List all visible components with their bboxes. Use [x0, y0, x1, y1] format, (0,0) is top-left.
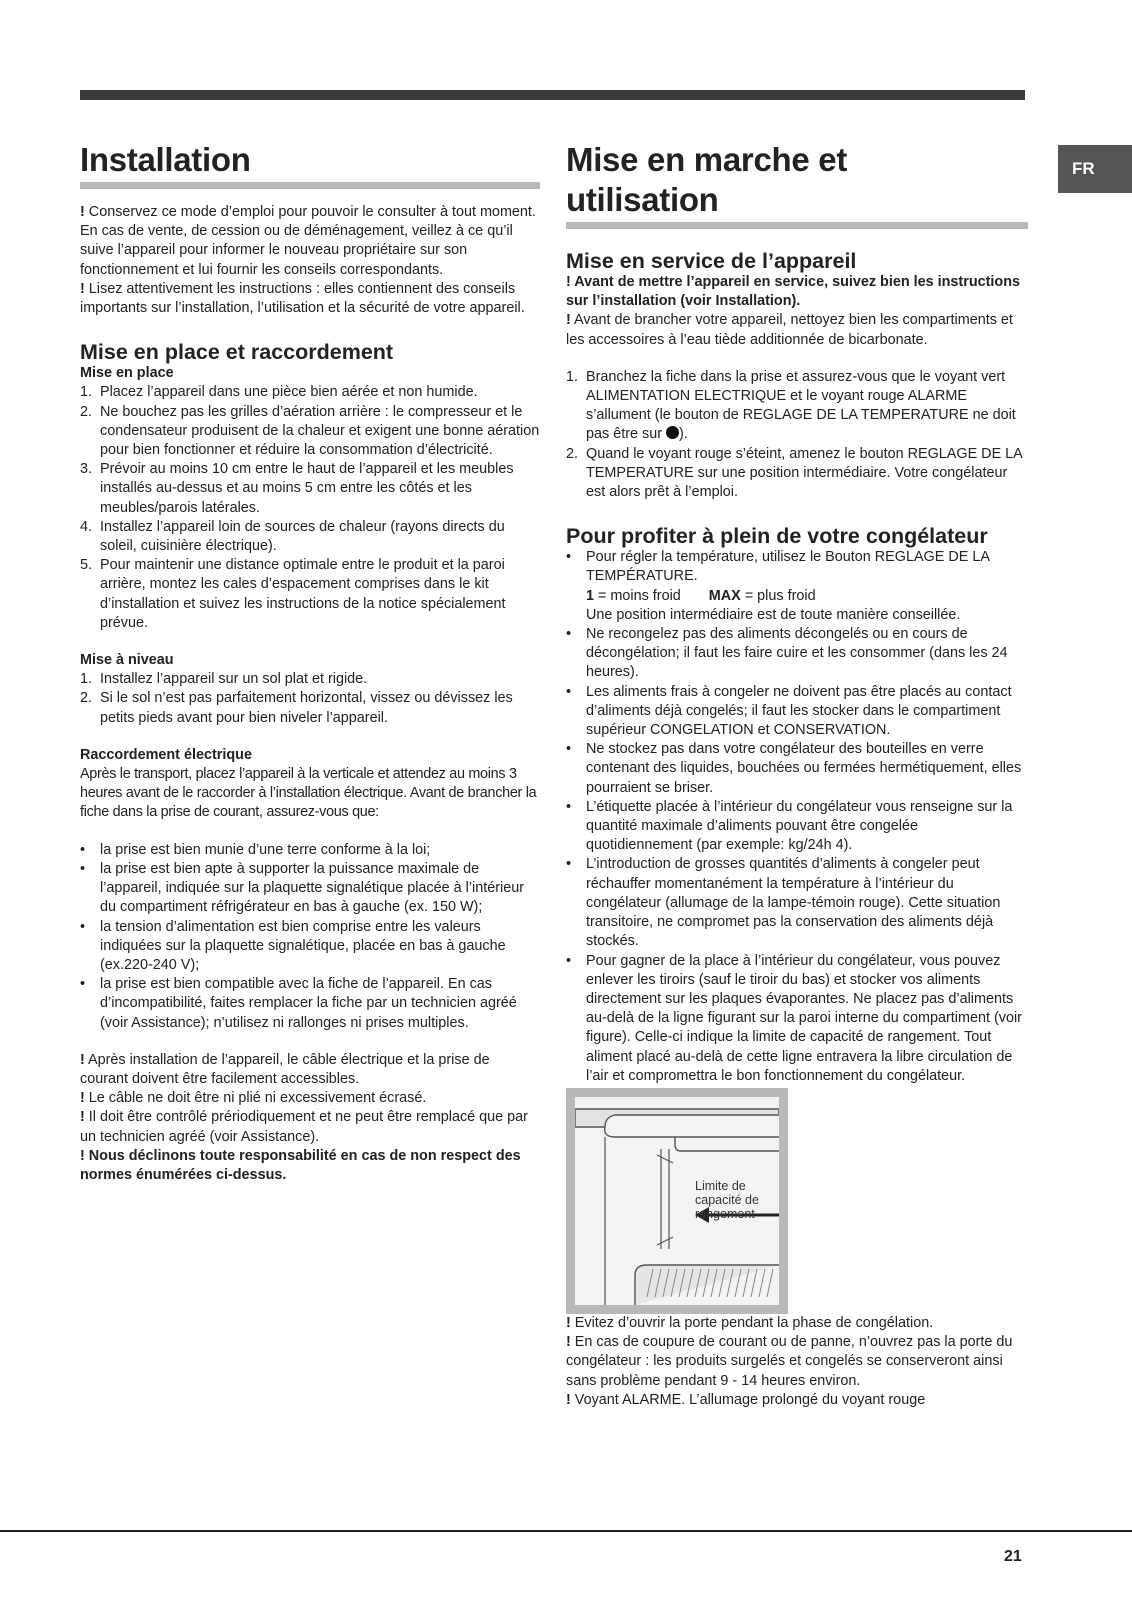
electrical-subtitle: Raccordement électrique [80, 746, 252, 763]
placement-list [80, 383, 540, 633]
list-item: 2. Quand le voyant rouge s’éteint, amenez le bouton REGLAGE DE LA TEMPERATURE sur une position intermédiaire. Votre congélateur est alors prêt à l’emploi. [566, 445, 1022, 501]
language-label: FR [1072, 159, 1095, 178]
service-title: Mise en service de l’appareil [566, 249, 857, 273]
list-item: • L’étiquette placée à l’intérieur du congélateur vous renseigne sur la quantité maximale d’aliments pouvant être congelée quotidiennement (par exemple: kg/24h 4). [566, 798, 1013, 854]
leveling-subtitle: Mise à niveau [80, 652, 174, 669]
storage-limit-figure [566, 1088, 788, 1314]
filled-circle-icon [666, 426, 679, 439]
usage-tips-title: Pour profiter à plein de votre congélateur [566, 524, 988, 549]
usage-tips-list [566, 548, 1028, 1086]
list-item: 1. Branchez la fiche dans la prise et assurez-vous que le voyant vert ALIMENTATION ELECTRIQUE et le voyant rouge ALARME s’allument (le bouton de REGLAGE DE LA TEMPERATURE ne doit pas être sur ). [566, 368, 1016, 443]
electrical-intro: Après le transport, placez l’appareil à la verticale et attendez au moins 3 heures avant de le raccorder à l’installation électrique. Avant de brancher la fiche dans la prise de courant, assurez-vous que: [80, 766, 537, 821]
list-item: 5. Pour maintenir une distance optimale entre le produit et la paroi arrière, montez les cales d’espacement comprises dans le kit d’installation et suivez les instructions de la notice spécialement prévue. [80, 557, 506, 631]
list-item: • la prise est bien apte à supporter la puissance maximale de l’appareil, indiquée sur la plaquette signalétique placée à l’intérieur du compartiment réfrigérateur en bas à gauche (ex. 150 W); [80, 860, 525, 916]
service-warning: ! Avant de brancher votre appareil, nettoyez bien les compartiments et les accessoires à l’eau tiède additionnée de bicarbonate. [566, 312, 1013, 348]
electrical-checklist [80, 841, 540, 1033]
service-steps [566, 368, 1028, 502]
warning-note: ! Il doit être contrôlé prériodiquement et ne peut être remplacé que par un technicien agréé (voir Assistance). [80, 1109, 528, 1145]
list-item: • Pour régler la température, utilisez le Bouton REGLAGE DE LA TEMPÉRATURE. 1 = moins froid MAX = plus froid Une position intermédiaire est de toute manière conseillée. [566, 549, 990, 623]
warning-note: ! Le câble ne doit être ni plié ni excessivement écrasé. [80, 1090, 427, 1107]
intro-paragraph-1: ! Conservez ce mode d’emploi pour pouvoir le consulter à tout moment. En cas de vente, de cession ou de déménagement, veillez à ce qu’il suive l’appareil pour informer le nouveau propriétaire sur son fonctionnement et lui fournir les conseils correspondants. [80, 204, 536, 278]
list-item: 2. Si le sol n’est pas parfaitement horizontal, vissez ou dévissez les petits pieds avant pour bien niveler l’appareil. [80, 690, 513, 726]
placement-subtitle: Mise en place [80, 365, 174, 382]
list-item: 3. Prévoir au moins 10 cm entre le haut de l’appareil et les meubles installés au-dessus et au moins 5 cm entre les côtés et les meubles/parois latérales. [80, 461, 514, 516]
list-item: • Ne recongelez pas des aliments décongelés ou en cours de décongélation; il faut les faire cuire et les consommer (dans les 24 heures). [566, 626, 1008, 681]
list-item: • la prise est bien munie d’une terre conforme à la loi; [80, 841, 431, 858]
list-item: 1. Installez l’appareil sur un sol plat et rigide. [80, 671, 368, 688]
list-item: • Ne stockez pas dans votre congélateur des bouteilles en verre contenant des liquides, bouchées ou fermées hermétiquement, elles pourraient se briser. [566, 741, 1022, 796]
list-item: • L’introduction de grosses quantités d’aliments à congeler peut réchauffer momentanément la température à l’intérieur du congélateur (allumage de la lampe-témoin rouge). Cette situation transitoire, ne compromet pas la conservation des aliments déjà stockés. [566, 856, 1001, 950]
language-tab [1058, 145, 1132, 193]
warning-note: ! Après installation de l’appareil, le câble électrique et la prise de courant doivent être facilement accessibles. [80, 1051, 490, 1087]
page-number: 21 [1004, 1548, 1022, 1565]
after-note: ! Voyant ALARME. L’allumage prolongé du voyant rouge [566, 1391, 926, 1408]
top-divider-bar [80, 90, 1025, 100]
liability-disclaimer: ! Nous déclinons toute responsabilité en cas de non respect des normes énumérées ci-dessus. [80, 1147, 521, 1183]
intro-paragraph-2: ! Lisez attentivement les instructions : elles contiennent des conseils importants sur l’installation, l’utilisation et la sécurité de votre appareil. [80, 280, 525, 317]
footer-rule [0, 1530, 1132, 1532]
after-note: ! En cas de coupure de courant ou de panne, n’ouvrez pas la porte du congélateur : les produits surgelés et congelés se conserveront ainsi sans problème pendant 9 - 14 heures environ. [566, 1334, 1013, 1389]
list-item: • Pour gagner de la place à l’intérieur du congélateur, vous pouvez enlever les tiroirs (sauf le tiroir du bas) et stocker vos aliments directement sur les plaques évaporantes. Ne placez pas d’aliments au-delà de la ligne figurant sur la paroi interne du compartiment (voir figure). Celle-ci indique la limite de capacité de rangement. Tout aliment placé au-delà de cette ligne entravera la libre circulation de l’air et compromettra le bon fonctionnement du congélateur. [566, 952, 1022, 1084]
list-item: • Les aliments frais à congeler ne doivent pas être placés au contact d’aliments déjà congelés; il faut les stocker dans le compartiment supérieur CONGELATION et CONSERVATION. [566, 683, 1012, 739]
list-item: 4. Installez l’appareil loin de sources de chaleur (rayons directs du soleil, cuisinière électrique). [80, 518, 505, 555]
installation-title: Installation [80, 140, 540, 189]
service-bold-warning: ! Avant de mettre l’appareil en service, suivez bien les instructions sur l’installation (voir Installation). [566, 274, 1020, 310]
list-item: • la prise est bien compatible avec la fiche de l’appareil. En cas d’incompatibilité, faites remplacer la fiche par un technicien agréé (voir Assistance); n’utilisez ni rallonges ni prises multiples. [80, 976, 517, 1031]
leveling-list [80, 670, 540, 728]
installation-column [80, 140, 540, 1185]
after-note: ! Evitez d’ouvrir la porte pendant la phase de congélation. [566, 1314, 934, 1331]
list-item: 2. Ne bouchez pas les grilles d’aération arrière : le compresseur et le condensateur produisent de la chaleur et exigent une bonne aération pour bien fonctionner et réduire la consommation d’électricité. [80, 403, 540, 459]
usage-column [566, 140, 1028, 1410]
figure-label: Limite de capacité de rangement [695, 1178, 759, 1221]
usage-title: Mise en marche et utilisation [566, 140, 1028, 229]
list-item: 1. Placez l’appareil dans une pièce bien aérée et non humide. [80, 384, 478, 401]
section-title-placement: Mise en place et raccordement [80, 340, 394, 365]
list-item: • la tension d’alimentation est bien comprise entre les valeurs indiquées sur la plaquette signalétique, placée en bas à gauche (ex.220-240 V); [80, 918, 506, 973]
